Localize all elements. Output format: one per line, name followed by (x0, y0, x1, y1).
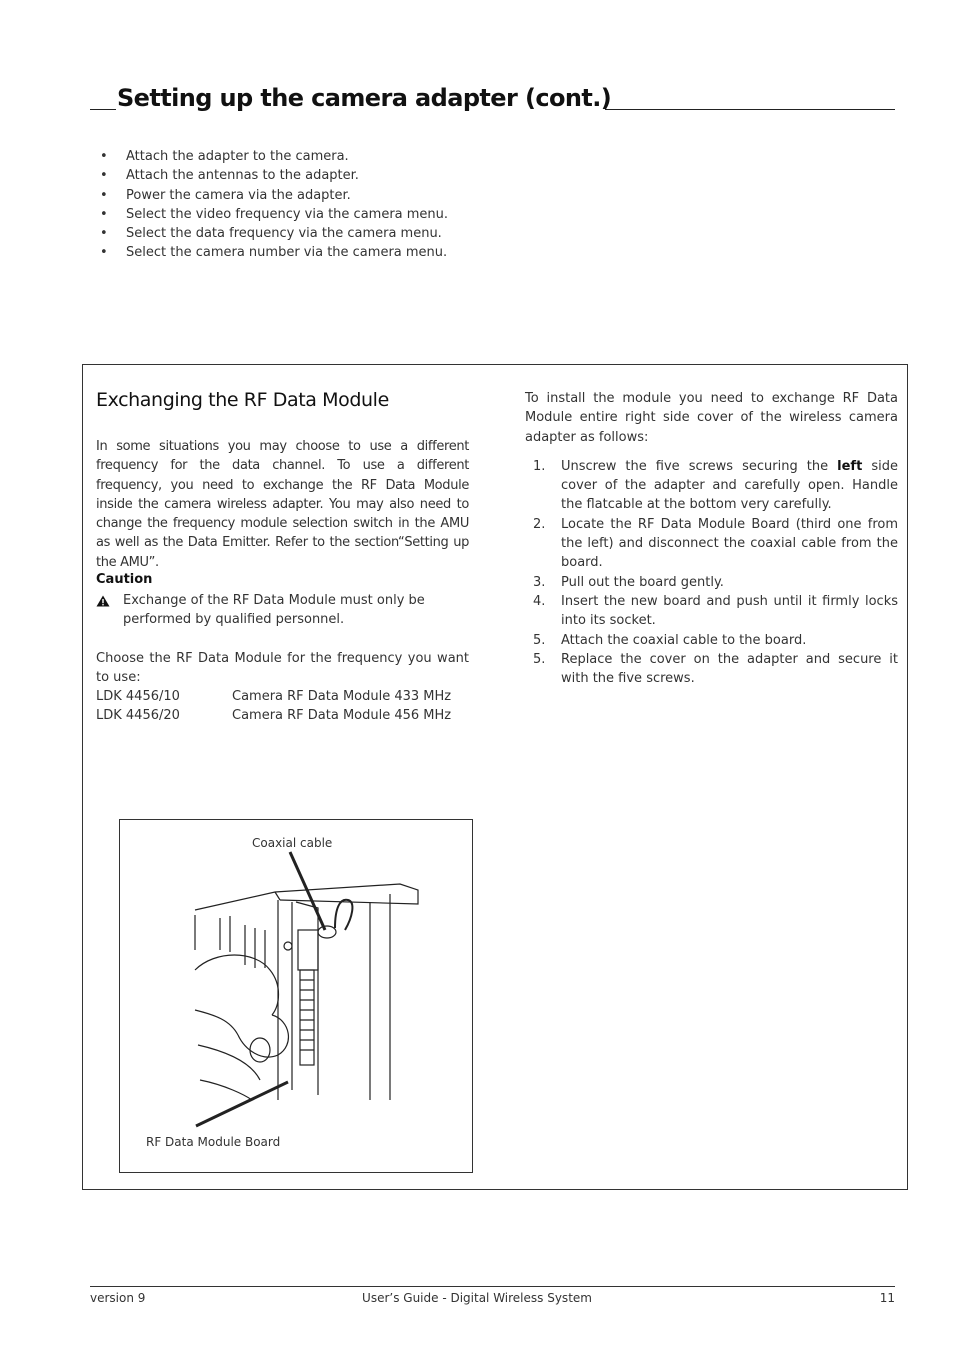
list-item: 2. Locate the RF Data Module Board (third one from the left) and disconnect the coaxial cable from the board. (533, 516, 898, 571)
bullet-icon: • (100, 245, 108, 261)
section-intro: In some situations you may choose to use a different frequency for the data channel. To use a different frequency, you need to exchange the RF Data Module inside the camera wireless adapter. You may also need to change the frequency module selection switch in the AMU as well as the Data Emitter. Refer to the section“Setting up the AMU”. (96, 439, 469, 570)
module-description: Camera RF Data Module 433 MHz (232, 689, 452, 704)
module-illustration (119, 819, 473, 1173)
bullet-icon: • (100, 206, 108, 222)
caution-text: Exchange of the RF Data Module must only be performed by qualified personnel. (123, 593, 425, 628)
step-number: 2. (533, 516, 546, 532)
caution-heading: Caution (96, 572, 153, 587)
list-item: • Select the data frequency via the camera menu. (98, 224, 448, 243)
module-table (96, 687, 451, 726)
list-item: 5. Replace the cover on the adapter and secure it with the five screws. (533, 651, 898, 687)
right-column (525, 389, 898, 688)
step-number: 5. (533, 632, 546, 648)
step-number: 3. (533, 574, 546, 590)
list-item: • Select the video frequency via the camera menu. (98, 205, 448, 224)
page-title: Setting up the camera adapter (cont.) (117, 84, 612, 112)
adapter-drawing (120, 820, 472, 1172)
module-code: LDK 4456/10 (96, 689, 180, 704)
module-code: LDK 4456/20 (96, 708, 180, 724)
install-steps-list (525, 457, 898, 689)
list-item: • Attach the adapter to the camera. (98, 147, 448, 166)
footer-doc-title: User’s Guide - Digital Wireless System (362, 1291, 592, 1305)
list-item: 4. Insert the new board and push until it firmly locks into its socket. (533, 593, 898, 629)
rf-module-section-box (82, 364, 908, 1190)
choose-text: Choose the RF Data Module for the frequency you want to use: (96, 651, 469, 686)
list-item: • Attach the antennas to the adapter. (98, 166, 448, 185)
caution-block (96, 591, 469, 630)
step-number: 1. (533, 458, 546, 474)
section-title: Exchanging the RF Data Module (96, 389, 389, 411)
title-rule-left (90, 109, 116, 110)
bullet-icon: • (100, 226, 108, 242)
bullet-icon: • (100, 168, 108, 184)
footer-rule (90, 1286, 895, 1287)
list-item: • Power the camera via the adapter. (98, 186, 448, 205)
page-header (90, 82, 895, 116)
table-row (96, 706, 451, 725)
page-number: 11 (879, 1291, 895, 1305)
rf-board-label: RF Data Module Board (146, 1135, 281, 1149)
list-item: 5. Attach the coaxial cable to the board. (525, 631, 898, 650)
coaxial-cable-label: Coaxial cable (252, 836, 333, 850)
step-number: 4. (533, 593, 546, 609)
title-rule-right (605, 109, 895, 110)
footer-version: version 9 (90, 1291, 146, 1305)
bullet-icon: • (100, 187, 108, 203)
list-item: 3. Pull out the board gently. (525, 573, 898, 592)
step-number: 5. (533, 651, 546, 667)
list-item: • Select the camera number via the camera menu. (98, 243, 448, 262)
table-row (96, 687, 451, 706)
warning-triangle-icon (96, 595, 110, 607)
install-intro: To install the module you need to exchange RF Data Module entire right side cover of the wireless camera adapter as follows: (525, 391, 898, 445)
setup-steps-list (98, 147, 448, 263)
module-description: Camera RF Data Module 456 MHz (232, 708, 452, 724)
list-item: 1. Unscrew the five screws securing the left side cover of the adapter and carefully open. Handle the flatcable at the bottom very carefully. (533, 458, 898, 513)
bullet-icon: • (100, 149, 108, 164)
